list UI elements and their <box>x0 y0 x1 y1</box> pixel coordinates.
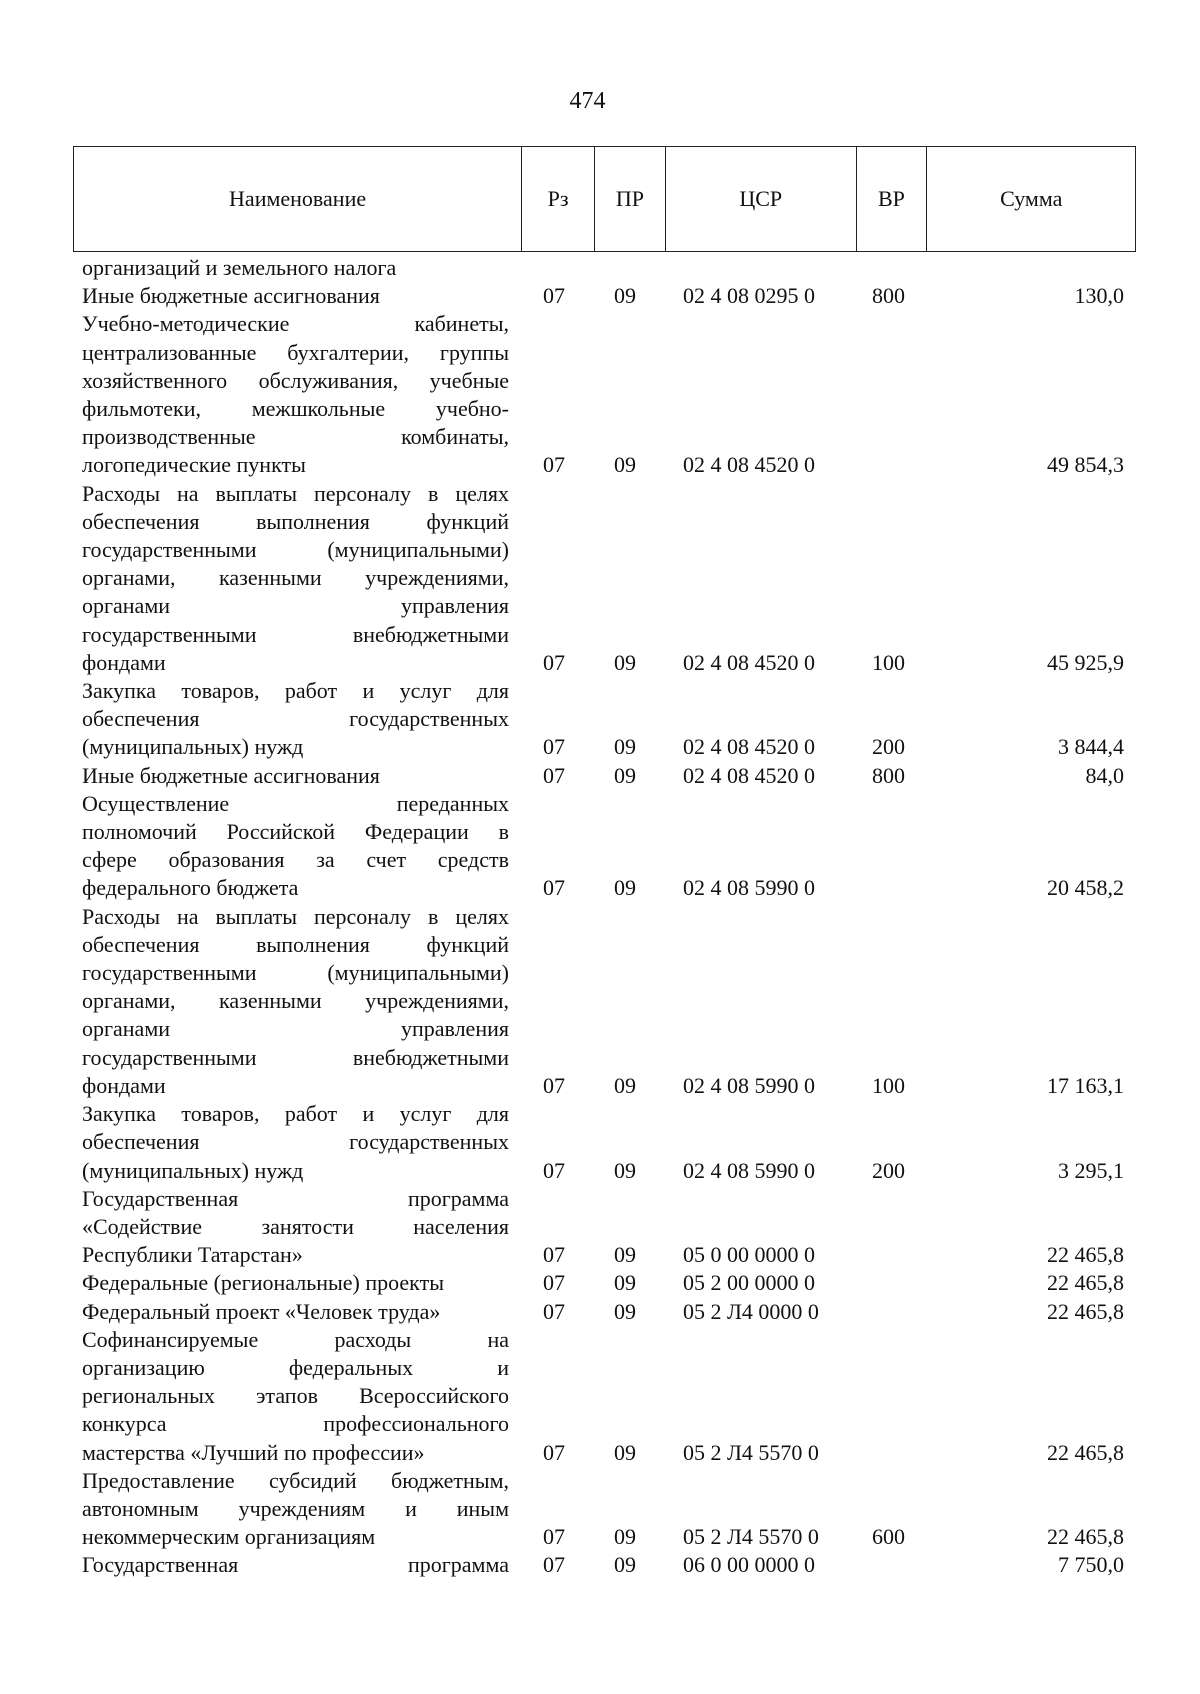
row-name-line: обеспечения государственных <box>82 706 509 732</box>
cell-sum: 84,0 <box>1085 762 1124 788</box>
header-rz: Рз <box>522 147 595 251</box>
cell-csr: 02 4 08 0295 0 <box>683 283 815 309</box>
row-name-line: органами управления <box>82 1016 509 1042</box>
row-name-line: Предоставление субсидий бюджетным, <box>82 1467 509 1493</box>
cell-sum: 22 465,8 <box>1047 1242 1124 1268</box>
row-name-line: производственные комбинаты, <box>82 424 509 450</box>
row-name <box>82 1298 509 1326</box>
row-name-line: хозяйственного обслуживания, учебные <box>82 367 509 393</box>
cell-sum: 22 465,8 <box>1047 1298 1124 1324</box>
header-csr: ЦСР <box>666 147 857 251</box>
cell-csr: 02 4 08 5990 0 <box>683 875 815 901</box>
row-name-line: государственными внебюджетными <box>82 621 509 647</box>
row-name-line: Республики Татарстан» <box>82 1242 303 1268</box>
cell-vr: 100 <box>872 649 905 675</box>
row-name-line: (муниципальных) нужд <box>82 1157 304 1183</box>
row-name-line: логопедические пункты <box>82 452 306 478</box>
table-header <box>73 146 1136 252</box>
cell-pr: 09 <box>614 1524 636 1550</box>
cell-sum: 22 465,8 <box>1047 1270 1124 1296</box>
cell-sum: 20 458,2 <box>1047 875 1124 901</box>
cell-rz: 07 <box>543 1072 565 1098</box>
header-pr: ПР <box>595 147 666 251</box>
row-name-line: Софинансируемые расходы на <box>82 1326 509 1352</box>
cell-sum: 130,0 <box>1074 283 1124 309</box>
row-name <box>82 1551 509 1579</box>
row-name-line: органами, казенными учреждениями, <box>82 988 509 1014</box>
cell-csr: 02 4 08 5990 0 <box>683 1072 815 1098</box>
table-row <box>0 480 1200 677</box>
row-name-line: Закупка товаров, работ и услуг для <box>82 678 509 704</box>
row-name-line: фондами <box>82 1072 166 1098</box>
cell-pr: 09 <box>614 1298 636 1324</box>
row-name-line: некоммерческим организациям <box>82 1524 376 1550</box>
table-row <box>0 310 1200 479</box>
cell-pr: 09 <box>614 1072 636 1098</box>
table-row <box>0 903 1200 1100</box>
table-row <box>0 1326 1200 1467</box>
cell-csr: 05 0 00 0000 0 <box>683 1242 815 1268</box>
row-name-line: Государственная программа <box>82 1552 509 1578</box>
header-name: Наименование <box>74 147 522 251</box>
row-name-line: государственными (муниципальными) <box>82 960 509 986</box>
row-name-line: обеспечения выполнения функций <box>82 931 509 957</box>
row-name <box>82 480 509 677</box>
row-name-line: федерального бюджета <box>82 875 299 901</box>
row-name <box>82 790 509 903</box>
cell-rz: 07 <box>543 762 565 788</box>
row-name-line: Государственная программа <box>82 1185 509 1211</box>
cell-csr: 05 2 Л4 0000 0 <box>683 1298 819 1324</box>
cell-sum: 22 465,8 <box>1047 1524 1124 1550</box>
row-name-line: Иные бюджетные ассигнования <box>82 762 380 788</box>
cell-rz: 07 <box>543 1552 565 1578</box>
row-name <box>82 1269 509 1297</box>
cell-pr: 09 <box>614 452 636 478</box>
row-name <box>82 310 509 479</box>
header-sum: Сумма <box>1000 186 1063 211</box>
row-name <box>82 762 509 790</box>
page-number: 474 <box>569 88 606 114</box>
table-row <box>0 254 1200 282</box>
cell-csr: 02 4 08 4520 0 <box>683 452 815 478</box>
row-name-line: организаций и земельного налога <box>82 255 397 280</box>
cell-vr: 800 <box>872 283 905 309</box>
cell-sum: 7 750,0 <box>1058 1552 1124 1578</box>
row-name-line: Федеральные (региональные) проекты <box>82 1270 444 1296</box>
cell-rz: 07 <box>543 1242 565 1268</box>
row-name-line: автономным учреждениям и иным <box>82 1495 509 1521</box>
row-name-line: органами управления <box>82 593 509 619</box>
table-row <box>0 790 1200 903</box>
cell-csr: 02 4 08 5990 0 <box>683 1157 815 1183</box>
cell-rz: 07 <box>543 875 565 901</box>
cell-pr: 09 <box>614 875 636 901</box>
row-name-line: организацию федеральных и <box>82 1354 509 1380</box>
table-row <box>0 677 1200 762</box>
table-row <box>0 1298 1200 1326</box>
row-name-line: Закупка товаров, работ и услуг для <box>82 1101 509 1127</box>
cell-pr: 09 <box>614 649 636 675</box>
row-name <box>82 903 509 1100</box>
cell-pr: 09 <box>614 734 636 760</box>
table-row <box>0 1551 1200 1579</box>
cell-pr: 09 <box>614 1439 636 1465</box>
table-row <box>0 282 1200 310</box>
cell-rz: 07 <box>543 1157 565 1183</box>
cell-pr: 09 <box>614 1242 636 1268</box>
cell-pr: 09 <box>614 1552 636 1578</box>
row-name-line: региональных этапов Всероссийского <box>82 1383 509 1409</box>
row-name <box>82 1467 509 1552</box>
cell-rz: 07 <box>543 649 565 675</box>
row-name-line: «Содействие занятости населения <box>82 1213 509 1239</box>
table-row <box>0 762 1200 790</box>
row-name <box>82 1100 509 1185</box>
cell-rz: 07 <box>543 452 565 478</box>
row-name-line: (муниципальных) нужд <box>82 734 304 760</box>
header-vr: ВР <box>857 147 928 251</box>
cell-rz: 07 <box>543 734 565 760</box>
cell-pr: 09 <box>614 283 636 309</box>
row-name <box>82 677 509 762</box>
cell-vr: 200 <box>872 1157 905 1183</box>
cell-vr: 600 <box>872 1524 905 1550</box>
row-name-line: Учебно-методические кабинеты, <box>82 311 509 337</box>
cell-sum: 3 844,4 <box>1058 734 1124 760</box>
row-name-line: органами, казенными учреждениями, <box>82 565 509 591</box>
cell-csr: 05 2 Л4 5570 0 <box>683 1524 819 1550</box>
cell-pr: 09 <box>614 1157 636 1183</box>
row-name-line: Иные бюджетные ассигнования <box>82 283 380 309</box>
cell-sum: 17 163,1 <box>1047 1072 1124 1098</box>
table-body <box>0 254 1200 1580</box>
row-name-line: государственными (муниципальными) <box>82 537 509 563</box>
table-row <box>0 1467 1200 1552</box>
row-name-line: Расходы на выплаты персоналу в целях <box>82 903 509 929</box>
table-row <box>0 1185 1200 1270</box>
row-name <box>82 254 509 282</box>
cell-csr: 05 2 Л4 5570 0 <box>683 1439 819 1465</box>
cell-csr: 02 4 08 4520 0 <box>683 649 815 675</box>
row-name-line: мастерства «Лучший по профессии» <box>82 1439 425 1465</box>
cell-vr: 800 <box>872 762 905 788</box>
cell-sum: 22 465,8 <box>1047 1439 1124 1465</box>
row-name-line: централизованные бухгалтерии, группы <box>82 339 509 365</box>
row-name <box>82 1326 509 1467</box>
cell-rz: 07 <box>543 1439 565 1465</box>
cell-vr: 100 <box>872 1072 905 1098</box>
row-name-line: конкурса профессионального <box>82 1411 509 1437</box>
cell-rz: 07 <box>543 1270 565 1296</box>
table-row <box>0 1100 1200 1185</box>
table-row <box>0 1269 1200 1297</box>
cell-pr: 09 <box>614 762 636 788</box>
row-name <box>82 282 509 310</box>
row-name-line: государственными внебюджетными <box>82 1044 509 1070</box>
cell-sum: 45 925,9 <box>1047 649 1124 675</box>
row-name-line: обеспечения государственных <box>82 1129 509 1155</box>
row-name-line: Осуществление переданных <box>82 790 509 816</box>
cell-rz: 07 <box>543 1298 565 1324</box>
row-name-line: обеспечения выполнения функций <box>82 508 509 534</box>
cell-csr: 02 4 08 4520 0 <box>683 762 815 788</box>
cell-rz: 07 <box>543 1524 565 1550</box>
cell-rz: 07 <box>543 283 565 309</box>
cell-pr: 09 <box>614 1270 636 1296</box>
row-name-line: Федеральный проект «Человек труда» <box>82 1298 441 1324</box>
row-name-line: полномочий Российской Федерации в <box>82 819 509 845</box>
cell-sum: 3 295,1 <box>1058 1157 1124 1183</box>
row-name-line: фондами <box>82 649 166 675</box>
cell-vr: 200 <box>872 734 905 760</box>
cell-sum: 49 854,3 <box>1047 452 1124 478</box>
row-name-line: фильмотеки, межшкольные учебно- <box>82 396 509 422</box>
cell-csr: 05 2 00 0000 0 <box>683 1270 815 1296</box>
cell-csr: 06 0 00 0000 0 <box>683 1552 815 1578</box>
row-name-line: Расходы на выплаты персоналу в целях <box>82 480 509 506</box>
row-name-line: сфере образования за счет средств <box>82 847 509 873</box>
row-name <box>82 1185 509 1270</box>
cell-csr: 02 4 08 4520 0 <box>683 734 815 760</box>
